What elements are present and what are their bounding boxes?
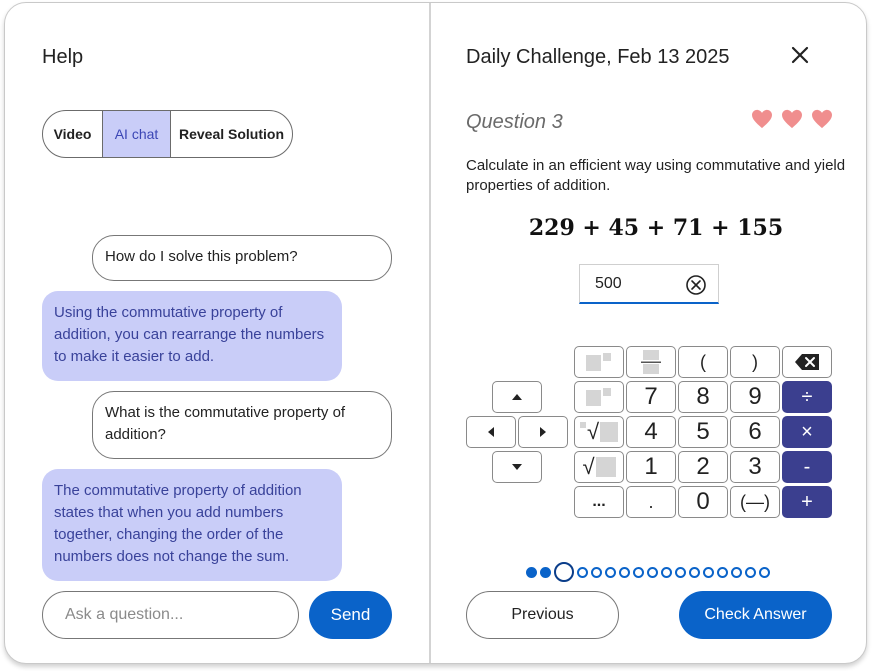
answer-field[interactable] [579, 264, 719, 304]
key-9[interactable]: 9 [730, 381, 780, 413]
question-label: Question 3 [466, 111, 563, 133]
heart-icon [811, 109, 833, 129]
question-progress [526, 562, 770, 582]
ai-message: The commutative property of addition states that when you add numbers together, changing the order of the numbers does not change the sum. [42, 469, 342, 581]
key-1[interactable]: 1 [626, 451, 676, 483]
challenge-title: Daily Challenge, Feb 13 2025 [466, 46, 730, 68]
help-mode-tabs [42, 110, 293, 158]
exponent-template-key[interactable] [574, 346, 624, 378]
progress-dot[interactable] [526, 567, 537, 578]
progress-dot[interactable] [759, 567, 770, 578]
question-text: Calculate in an efficient way using commutative and yield properties of addition. [466, 157, 846, 194]
heart-icon [751, 109, 773, 129]
negative-key[interactable]: (—) [730, 486, 780, 518]
progress-dot[interactable] [605, 567, 616, 578]
progress-dot[interactable] [540, 567, 551, 578]
key-8[interactable]: 8 [678, 381, 728, 413]
progress-dot[interactable] [675, 567, 686, 578]
progress-dot[interactable] [731, 567, 742, 578]
more-key[interactable]: ... [574, 486, 624, 518]
progress-dot[interactable] [689, 567, 700, 578]
arrow-up-button[interactable] [492, 381, 542, 413]
key-2[interactable]: 2 [678, 451, 728, 483]
caret-right-icon [540, 427, 546, 437]
caret-down-icon [512, 464, 522, 470]
progress-dot[interactable] [577, 567, 588, 578]
multiply-key[interactable]: × [782, 416, 832, 448]
send-button[interactable]: Send [309, 591, 392, 639]
user-message: How do I solve this problem? [92, 235, 392, 281]
power-template-icon [584, 386, 614, 408]
progress-dot[interactable] [591, 567, 602, 578]
nth-root-key[interactable] [574, 416, 624, 448]
fraction-template-key[interactable] [626, 346, 676, 378]
exponent-template-icon [584, 351, 614, 373]
ask-question-input[interactable] [42, 591, 299, 639]
key-5[interactable]: 5 [678, 416, 728, 448]
backspace-icon [794, 353, 820, 371]
arrow-down-button[interactable] [492, 451, 542, 483]
heart-icon [781, 109, 803, 129]
root-index-placeholder [580, 422, 586, 428]
subtract-key[interactable]: - [782, 451, 832, 483]
help-title: Help [42, 46, 84, 68]
close-icon[interactable] [790, 45, 810, 65]
root-symbol: √ [582, 454, 595, 479]
progress-dot[interactable] [661, 567, 672, 578]
key-3[interactable]: 3 [730, 451, 780, 483]
progress-dot-current[interactable] [554, 562, 574, 582]
subscript-template-key[interactable] [574, 381, 624, 413]
progress-dot[interactable] [619, 567, 630, 578]
caret-up-icon [512, 394, 522, 400]
progress-dot[interactable] [745, 567, 756, 578]
math-expression: 229 + 45 + 71 + 155 [528, 215, 784, 241]
key-7[interactable]: 7 [626, 381, 676, 413]
panel-divider [429, 3, 431, 663]
root-symbol: √ [586, 419, 600, 444]
progress-dot[interactable] [647, 567, 658, 578]
key-0[interactable]: 0 [678, 486, 728, 518]
close-paren-key[interactable]: ) [730, 346, 780, 378]
arrow-left-button[interactable] [466, 416, 516, 448]
clear-icon[interactable] [685, 274, 707, 296]
challenge-card [4, 2, 867, 664]
divide-key[interactable]: ÷ [782, 381, 832, 413]
progress-dot[interactable] [703, 567, 714, 578]
progress-dot[interactable] [633, 567, 644, 578]
key-6[interactable]: 6 [730, 416, 780, 448]
key-4[interactable]: 4 [626, 416, 676, 448]
radicand-placeholder [600, 422, 618, 442]
user-message: What is the commutative property of addition? [92, 391, 392, 459]
square-root-key[interactable] [574, 451, 624, 483]
add-key[interactable]: + [782, 486, 832, 518]
fraction-template-icon [641, 349, 661, 375]
progress-dot[interactable] [717, 567, 728, 578]
previous-button[interactable]: Previous [466, 591, 619, 639]
caret-left-icon [488, 427, 494, 437]
tab-reveal-solution[interactable]: Reveal Solution [178, 126, 285, 142]
radicand-placeholder [596, 457, 616, 477]
open-paren-key[interactable]: ( [678, 346, 728, 378]
decimal-key[interactable]: . [626, 486, 676, 518]
check-answer-button[interactable]: Check Answer [679, 591, 832, 639]
backspace-key[interactable] [782, 346, 832, 378]
tab-ai-chat[interactable]: AI chat [103, 111, 171, 157]
arrow-right-button[interactable] [518, 416, 568, 448]
answer-value: 500 [595, 275, 622, 292]
tab-video[interactable]: Video [43, 111, 103, 157]
lives-hearts [751, 109, 833, 129]
ai-message: Using the commutative property of addition, you can rearrange the numbers to make it easier to add. [42, 291, 342, 381]
